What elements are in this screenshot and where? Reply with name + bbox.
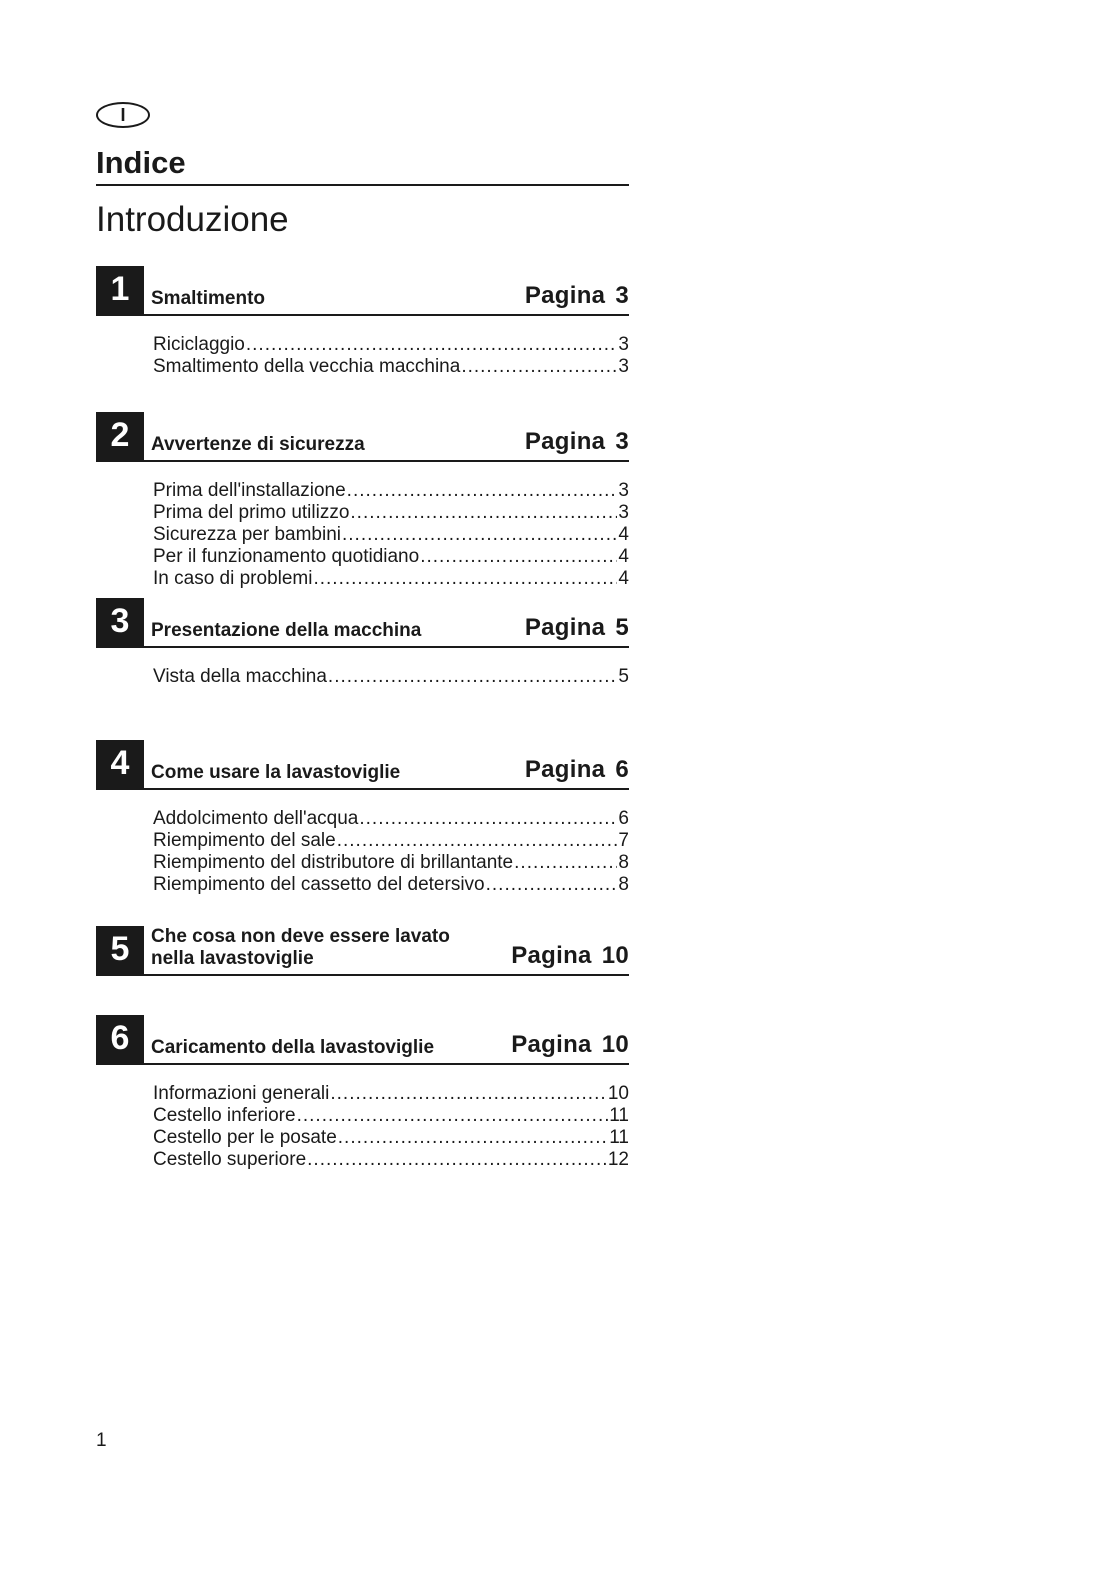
toc-entry-label: Sicurezza per bambini: [153, 524, 341, 545]
section-page-ref: [525, 282, 629, 310]
toc-entry: [153, 546, 629, 568]
toc-entry-label: Per il funzionamento quotidiano: [153, 546, 420, 567]
section-number-block: [96, 1015, 144, 1063]
section-page-label: Pagina: [524, 428, 606, 455]
toc-entry-label: Prima dell'installazione: [153, 480, 346, 501]
toc-entry-page: 7: [618, 830, 629, 851]
toc-entry: [153, 568, 629, 590]
section-number: 3: [110, 602, 130, 640]
toc-entry: [153, 1105, 629, 1127]
section-number: 4: [110, 744, 130, 782]
section-title: [151, 1037, 434, 1059]
section-page-number: 10: [601, 942, 629, 969]
section-title: [151, 762, 400, 784]
toc-dot-leader: [313, 568, 617, 590]
toc-dot-leader: [330, 1083, 606, 1105]
toc-entry: [153, 1149, 629, 1171]
section-title: [151, 926, 450, 970]
toc-entry-page: 12: [607, 1149, 629, 1170]
toc-dot-leader: [337, 830, 618, 852]
section-title: [151, 620, 421, 642]
toc-entry-label: Cestello inferiore: [153, 1105, 296, 1126]
toc-dot-leader: [350, 502, 617, 524]
section-title-line: Che cosa non deve essere lavato: [151, 926, 450, 947]
toc-entry: [153, 830, 629, 852]
section-page-ref: [525, 756, 629, 784]
toc-entry: [153, 524, 629, 546]
toc-entry-label: Prima del primo utilizzo: [153, 502, 350, 523]
section-page-label: Pagina: [511, 942, 592, 969]
toc-dot-leader: [246, 334, 618, 356]
section-title-line: Smaltimento: [151, 288, 266, 309]
toc-entry-label: Riempimento del cassetto del detersivo: [153, 874, 485, 895]
toc-entry-page: 3: [618, 356, 629, 377]
section-page-ref: [525, 614, 629, 642]
toc-dot-leader: [297, 1105, 609, 1127]
language-badge: I: [96, 102, 150, 128]
toc-entry-label: Riciclaggio: [153, 334, 245, 355]
toc-entry-page: 8: [618, 874, 629, 895]
section-page-number: 3: [615, 428, 629, 455]
section-header: [96, 266, 629, 316]
footer-page-number: 1: [96, 1430, 107, 1451]
section-entries: [153, 334, 629, 378]
section-header: [96, 740, 629, 790]
section-number: 2: [110, 416, 130, 454]
section-number-block: [96, 412, 144, 460]
section-header: [96, 1015, 629, 1065]
toc-section-5: [96, 926, 629, 976]
section-entries: [153, 666, 629, 688]
section-page-number: 3: [615, 282, 629, 309]
section-number: 6: [110, 1019, 130, 1057]
section-entries: [153, 808, 629, 896]
section-header: [96, 598, 629, 648]
toc-dot-leader: [328, 666, 618, 688]
section-page-number: 10: [601, 1031, 629, 1058]
section-page-number: 5: [615, 614, 629, 641]
section-title: [151, 288, 265, 310]
toc-section-2: [96, 412, 629, 590]
toc-entry-label: In caso di problemi: [153, 568, 313, 589]
toc-entry-label: Cestello superiore: [153, 1149, 307, 1170]
section-page-number: 6: [615, 756, 629, 783]
toc-section-6: [96, 1015, 629, 1171]
toc-dot-leader: [420, 546, 617, 568]
toc-entry: [153, 502, 629, 524]
toc-dot-leader: [461, 356, 617, 378]
toc-section-3: [96, 598, 629, 688]
section-header: [96, 412, 629, 462]
toc-entry-label: Vista della macchina: [153, 666, 327, 687]
toc-entry-page: 4: [618, 568, 629, 589]
toc-entry-page: 3: [618, 480, 629, 501]
section-number-block: [96, 740, 144, 788]
section-header: [96, 926, 629, 976]
section-page-ref: [511, 942, 629, 970]
toc-entry: [153, 1083, 629, 1105]
toc-dot-leader: [347, 480, 618, 502]
section-number-block: [96, 598, 144, 646]
toc-entry-label: Riempimento del distributore di brillantante: [153, 852, 514, 873]
toc-entry: [153, 480, 629, 502]
section-number-block: [96, 266, 144, 314]
toc-entry-page: 6: [618, 808, 629, 829]
toc-entry: [153, 666, 629, 688]
toc-entry: [153, 852, 629, 874]
section-page-label: Pagina: [524, 282, 606, 309]
toc-dot-leader: [514, 852, 617, 874]
section-page-ref: [525, 428, 629, 456]
toc-section-4: [96, 740, 629, 896]
toc-entry-page: 11: [609, 1105, 629, 1126]
toc-entry: [153, 808, 629, 830]
toc-dot-leader: [307, 1149, 607, 1171]
toc-entry-page: 5: [618, 666, 629, 687]
section-title: [151, 434, 365, 456]
toc-entry-page: 8: [618, 852, 629, 873]
toc-entry: [153, 334, 629, 356]
section-title-line: Presentazione della macchina: [151, 620, 422, 641]
toc-entry-page: 10: [607, 1083, 629, 1104]
toc-entry-label: Informazioni generali: [153, 1083, 330, 1104]
toc-dot-leader: [359, 808, 617, 830]
toc-entry-label: Riempimento del sale: [153, 830, 336, 851]
toc-section-1: [96, 266, 629, 378]
section-title-line: Come usare la lavastoviglie: [151, 762, 401, 783]
section-entries: [153, 480, 629, 590]
section-page-ref: [511, 1031, 629, 1059]
toc-entry: [153, 1127, 629, 1149]
toc-entry-page: 3: [618, 334, 629, 355]
toc-entry-page: 3: [618, 502, 629, 523]
page-subtitle: Introduzione: [96, 200, 289, 239]
toc-entry-label: Addolcimento dell'acqua: [153, 808, 359, 829]
section-page-label: Pagina: [524, 756, 606, 783]
section-page-label: Pagina: [524, 614, 606, 641]
toc-entry-page: 4: [618, 546, 629, 567]
toc-entry-page: 11: [609, 1127, 629, 1148]
section-title-line: nella lavastoviglie: [151, 948, 314, 969]
section-page-label: Pagina: [511, 1031, 592, 1058]
toc-entry: [153, 874, 629, 896]
toc-dot-leader: [486, 874, 618, 896]
section-number-block: [96, 926, 144, 974]
page-title: Indice: [96, 144, 629, 186]
toc-entry-page: 4: [618, 524, 629, 545]
toc-entry-label: Cestello per le posate: [153, 1127, 337, 1148]
section-number: 1: [110, 270, 130, 308]
section-title-line: Avvertenze di sicurezza: [151, 434, 365, 455]
section-number: 5: [110, 930, 130, 968]
section-entries: [153, 1083, 629, 1171]
toc-entry: [153, 356, 629, 378]
section-title-line: Caricamento della lavastoviglie: [151, 1037, 435, 1058]
toc-dot-leader: [342, 524, 617, 546]
toc-entry-label: Smaltimento della vecchia macchina: [153, 356, 461, 377]
toc-dot-leader: [338, 1127, 608, 1149]
